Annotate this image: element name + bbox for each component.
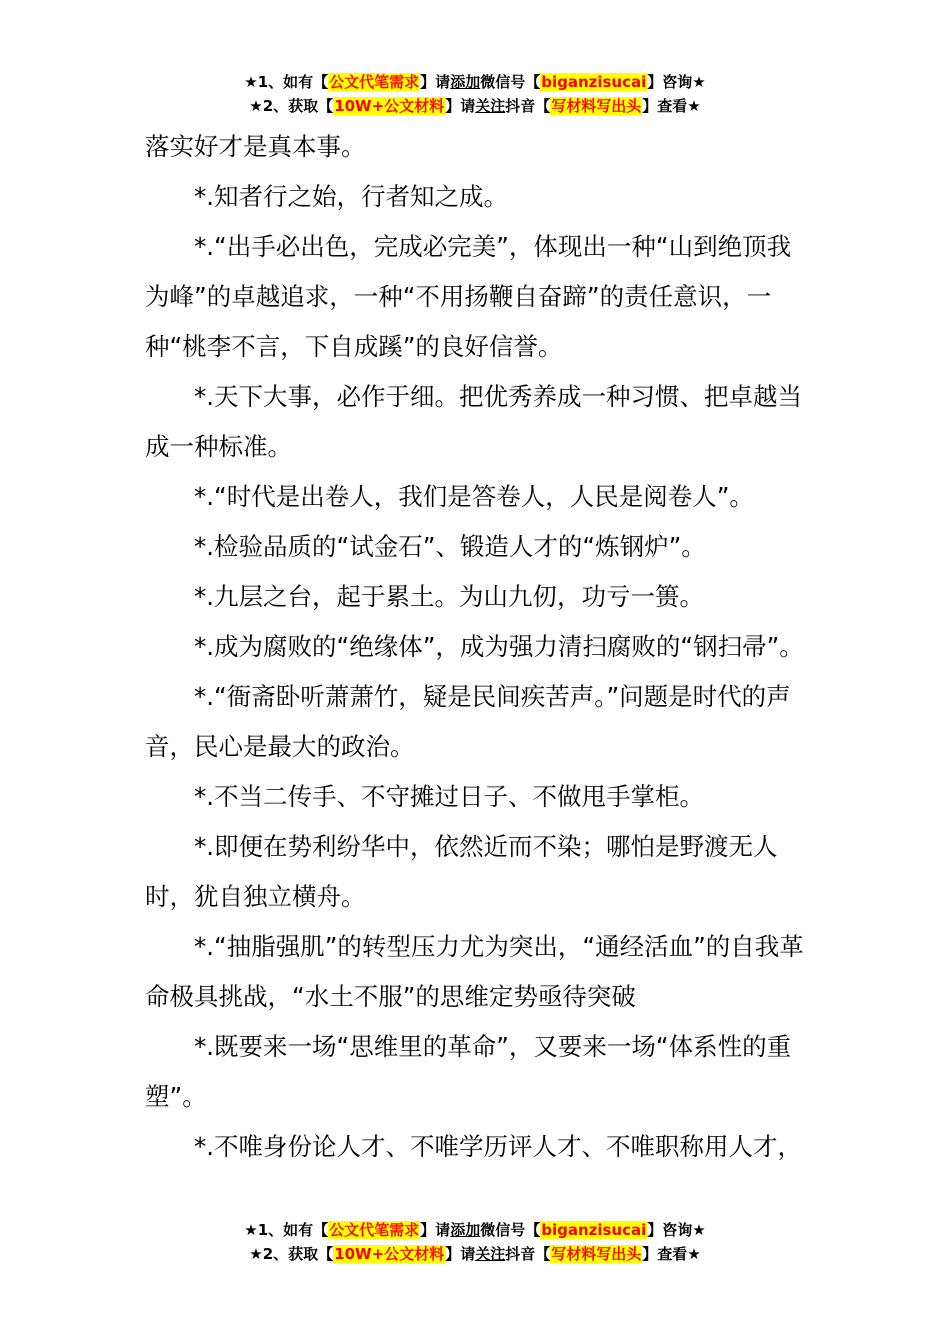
highlight-douyin: 写材料写出头 — [551, 1245, 642, 1263]
paragraph: *.“出手必出色，完成必完美”，体现出一种“山到绝顶我为峰”的卓越追求，一种“不用扬鞭自奋蹄”的责任意识，一种“桃李不言，下自成蹊”的良好信誉。 — [145, 232, 792, 361]
paragraph: *.不当二传手、不守摊过日子、不做甩手掌柜。 — [194, 782, 705, 811]
highlight-service: 公文代笔需求 — [329, 1221, 420, 1239]
paragraph: *.即便在势利纷华中，依然近而不染；哪怕是野渡无人时，犹自独立横舟。 — [145, 832, 778, 911]
footer-banner — [0, 1218, 950, 1266]
highlight-wechat-id: biganzisucai — [541, 1221, 647, 1239]
banner-line-2: ★2、获取【10W+公文材料】请关注抖音【写材料写出头】查看★ — [249, 97, 701, 115]
paragraph: *.天下大事，必作于细。把优秀养成一种习惯、把卓越当成一种标准。 — [145, 382, 803, 461]
paragraph: *.检验品质的“试金石”、锻造人才的“炼钢炉”。 — [194, 532, 706, 561]
banner-line-1: ★1、如有【公文代笔需求】请添加微信号【biganzisucai】咨询★ — [244, 73, 706, 91]
highlight-douyin: 写材料写出头 — [551, 97, 642, 115]
highlight-materials: 10W+公文材料 — [334, 97, 445, 115]
paragraph: *.不唯身份论人才、不唯学历评人才、不唯职称用人才， — [194, 1132, 803, 1161]
paragraph: *.既要来一场“思维里的革命”，又要来一场“体系性的重塑”。 — [145, 1032, 792, 1111]
paragraph: *.九层之台，起于累土。为山九仞，功亏一篑。 — [194, 582, 705, 611]
document-body — [145, 122, 810, 1172]
paragraph: *.成为腐败的“绝缘体”，成为强力清扫腐败的“钢扫帚”。 — [194, 632, 804, 661]
banner-line-2: ★2、获取【10W+公文材料】请关注抖音【写材料写出头】查看★ — [249, 1245, 701, 1263]
paragraph: *.“时代是出卷人，我们是答卷人，人民是阅卷人”。 — [194, 482, 754, 511]
paragraph: *.知者行之始，行者知之成。 — [194, 182, 509, 211]
banner-line-1: ★1、如有【公文代笔需求】请添加微信号【biganzisucai】咨询★ — [244, 1221, 706, 1239]
highlight-materials: 10W+公文材料 — [334, 1245, 445, 1263]
paragraph: *.“抽脂强肌”的转型压力尤为突出，“通经活血”的自我革命极具挑战，“水土不服”的思维定势亟待突破 — [145, 932, 804, 1011]
header-banner — [0, 70, 950, 118]
paragraph: 落实好才是真本事。 — [145, 132, 366, 161]
paragraph: *.“衙斋卧听萧萧竹，疑是民间疾苦声。”问题是时代的声音，民心是最大的政治。 — [145, 682, 791, 761]
highlight-wechat-id: biganzisucai — [541, 73, 647, 91]
highlight-service: 公文代笔需求 — [329, 73, 420, 91]
